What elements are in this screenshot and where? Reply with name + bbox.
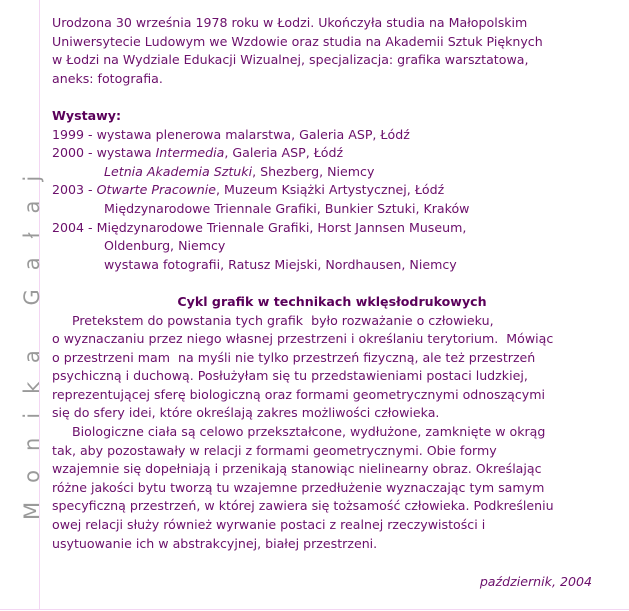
essay-line: owej relacji służy również wyrwanie postaci z realnej rzeczywistości i: [52, 517, 486, 533]
exhibition-line: [52, 144, 612, 163]
exhibition-line: [52, 163, 612, 182]
essay-line: się do sfery idei, które określają zakres możliwości człowieka.: [52, 405, 440, 421]
text: , Muzeum Książki Artystycznej, Łódź: [216, 182, 445, 198]
artist-name-vertical: Monika Gałaj: [20, 156, 44, 520]
essay-line: Pretekstem do powstania tych grafik było rozważanie o człowieku,: [52, 312, 494, 328]
essay-line: o wyznaczaniu przez niego własnej przestrzeni i określaniu terytorium. Mówiąc: [52, 331, 554, 347]
text: 2003 -: [52, 182, 97, 198]
text: , Galeria ASP, Łódź: [224, 145, 344, 161]
bio-line: aneks: fotografia.: [52, 70, 163, 86]
exhibition-title: Intermedia: [155, 145, 225, 161]
bio: [52, 14, 612, 88]
essay-line: wzajemnie się dopełniają i przenikają stanowiąc nielinearny obraz. Określając: [52, 461, 542, 477]
text: , Shezberg, Niemcy: [252, 163, 375, 179]
essay-line: różne jakości bytu tworzą tu wzajemne przedłużenie wyznaczając tym samym: [52, 479, 545, 495]
bio-line: Urodzona 30 września 1978 roku w Łodzi. Ukończyła studia na Małopolskim: [52, 15, 528, 30]
exhibitions-heading: Wystawy:: [52, 107, 121, 123]
essay-line: specyficzną przestrzeń, w której zawiera się tożsamość człowieka. Podkreśleniu: [52, 498, 554, 514]
essay-line: usytuowanie ich w abstrakcyjnej, białej przestrzeni.: [52, 535, 378, 551]
exhibition-title: Letnia Akademia Sztuki: [104, 163, 253, 179]
exhibition-line: [52, 181, 612, 200]
essay: [52, 312, 612, 554]
text: 2000 - wystawa: [52, 145, 156, 161]
bio-line: Uniwersytecie Ludowym we Wzdowie oraz studia na Akademii Sztuk Pięknych: [52, 33, 543, 49]
exhibition-line: Międzynarodowe Triennale Grafiki, Bunkier Sztuki, Kraków: [104, 200, 470, 216]
essay-line: tak, aby pozostawały w relacji z formami geometrycznymi. Obie formy: [52, 442, 497, 458]
essay-title: Cykl grafik w technikach wklęsłodrukowych: [177, 293, 487, 309]
content: [52, 14, 612, 553]
exhibition-line: 1999 - wystawa plenerowa malarstwa, Galeria ASP, Łódź: [52, 126, 410, 142]
exhibition-line: Oldenburg, Niemcy: [104, 238, 226, 254]
essay-line: psychiczną i duchową. Posłużyłam się tu przedstawieniami postaci ludzkiej,: [52, 368, 528, 384]
essay-line: reprezentującej sferę biologiczną oraz formami geometrycznymi odnoszącymi: [52, 386, 546, 402]
bio-line: w Łodzi na Wydziale Edukacji Wizualnej, specjalizacja: grafika warsztatowa,: [52, 52, 529, 68]
divider-horizontal: [0, 609, 629, 610]
essay-line: Biologiczne ciała są celowo przekształcone, wydłużone, zamknięte w okrąg: [52, 424, 546, 440]
exhibition-line: wystawa fotografii, Ratusz Miejski, Nordhausen, Niemcy: [104, 256, 457, 272]
exhibition-title: Otwarte Pracownie: [96, 182, 216, 198]
date-signature: październik, 2004: [479, 574, 592, 589]
essay-line: o przestrzeni mam na myśli nie tylko przestrzeń fizyczną, ale też przestrzeń: [52, 349, 536, 365]
exhibition-line: 2004 - Międzynarodowe Triennale Grafiki, Horst Jannsen Museum,: [52, 219, 467, 235]
